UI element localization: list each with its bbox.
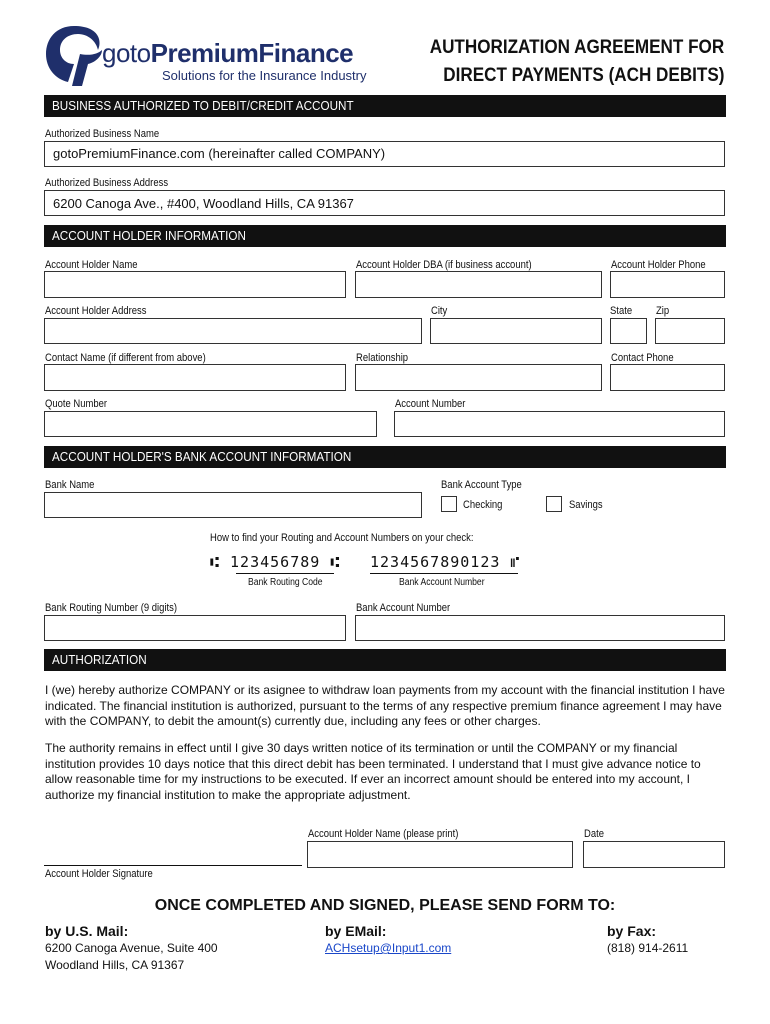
document-title xyxy=(397,34,724,90)
bank-account-number-input[interactable] xyxy=(355,615,725,641)
check-howto-text: How to find your Routing and Account Numbers on your check: xyxy=(210,532,474,544)
bank-routing-number-label: Bank Routing Number (9 digits) xyxy=(45,602,177,614)
routing-sample-number: ⑆ 123456789 ⑆ xyxy=(210,553,341,571)
title-line-1: AUTHORIZATION AGREEMENT FOR xyxy=(429,37,724,58)
date-label: Date xyxy=(584,828,604,840)
quote-number-input[interactable] xyxy=(44,411,377,437)
business-address-field xyxy=(44,190,725,216)
send-form-heading: ONCE COMPLETED AND SIGNED, PLEASE SEND FORM TO: xyxy=(154,897,616,914)
date-input[interactable] xyxy=(583,841,725,868)
holder-zip-input[interactable] xyxy=(655,318,725,344)
business-name-label: Authorized Business Name xyxy=(45,128,160,140)
routing-underline xyxy=(236,573,334,574)
signature-label: Account Holder Signature xyxy=(45,868,153,880)
savings-label: Savings xyxy=(569,499,603,511)
title-line-2: DIRECT PAYMENTS (ACH DEBITS) xyxy=(442,65,724,86)
business-address-value: 6200 Canoga Ave., #400, Woodland Hills, CA 91367 xyxy=(53,196,354,211)
quote-number-label: Quote Number xyxy=(45,398,108,410)
account-number-input[interactable] xyxy=(394,411,725,437)
authorization-paragraph-1: I (we) hereby authorize COMPANY or its asignee to withdraw loan payments from my account with the financial institution I have indicated. The financial institution is authorized, pursuant to the terms of any respective premium finance agreement I may have with the COMPANY, to debit the amount(s) currently due, including any fees or other charges. xyxy=(45,683,725,728)
email-title: by EMail: xyxy=(325,923,387,939)
holder-dba-label: Account Holder DBA (if business account) xyxy=(356,259,532,271)
business-name-field xyxy=(44,141,725,167)
checking-label: Checking xyxy=(463,499,503,511)
bank-account-number-label: Bank Account Number xyxy=(356,602,451,614)
print-name-input[interactable] xyxy=(307,841,573,868)
section-header-business: BUSINESS AUTHORIZED TO DEBIT/CREDIT ACCOUNT xyxy=(44,95,726,117)
relationship-input[interactable] xyxy=(355,364,602,391)
print-name-label: Account Holder Name (please print) xyxy=(308,828,459,840)
brand-name-bold: PremiumFinance xyxy=(150,38,354,68)
holder-name-input[interactable] xyxy=(44,271,346,298)
signature-line[interactable] xyxy=(44,865,302,867)
account-underline xyxy=(370,573,518,574)
holder-dba-input[interactable] xyxy=(355,271,602,298)
holder-address-input[interactable] xyxy=(44,318,422,344)
holder-city-input[interactable] xyxy=(430,318,602,344)
holder-zip-label: Zip xyxy=(656,305,670,317)
holder-phone-input[interactable] xyxy=(610,271,725,298)
brand-tagline: Solutions for the Insurance Industry xyxy=(162,68,367,83)
contact-name-input[interactable] xyxy=(44,364,346,391)
contact-phone-label: Contact Phone xyxy=(611,352,674,364)
mail-title: by U.S. Mail: xyxy=(45,923,129,939)
account-number-label: Account Number xyxy=(395,398,466,410)
section-header-authorization: AUTHORIZATION xyxy=(44,649,726,671)
holder-address-label: Account Holder Address xyxy=(45,305,147,317)
mail-address-line-2: Woodland Hills, CA 91367 xyxy=(45,958,185,972)
mail-address-line-1: 6200 Canoga Avenue, Suite 400 xyxy=(45,941,218,955)
globe-logo-icon xyxy=(44,24,104,88)
company-logo xyxy=(44,24,374,88)
holder-state-input[interactable] xyxy=(610,318,647,344)
contact-name-label: Contact Name (if different from above) xyxy=(45,352,206,364)
section-header-account-holder: ACCOUNT HOLDER INFORMATION xyxy=(44,225,726,247)
account-number-caption: Bank Account Number xyxy=(399,577,485,588)
bank-account-type-label: Bank Account Type xyxy=(441,479,522,491)
fax-number: (818) 914-2611 xyxy=(607,941,689,955)
business-name-value: gotoPremiumFinance.com (hereinafter called COMPANY) xyxy=(53,146,386,161)
email-link[interactable]: ACHsetup@Input1.com xyxy=(325,941,452,955)
fax-title: by Fax: xyxy=(607,923,657,939)
account-sample-number: 1234567890123 ⑈ xyxy=(370,553,521,571)
authorization-paragraph-2: The authority remains in effect until I give 30 days written notice of its termination or until the COMPANY or my financial institution provides 10 days notice that this direct debit has been terminated. I understand that I must give advance notice to allow reasonable time for my instructions to be executed. If ever an incorrect amount should be entered into my account, I authorize my financial institution to make the appropriate adjustment. xyxy=(45,741,701,802)
holder-phone-label: Account Holder Phone xyxy=(611,259,706,271)
bank-routing-number-input[interactable] xyxy=(44,615,346,641)
bank-name-label: Bank Name xyxy=(45,479,95,491)
holder-city-label: City xyxy=(431,305,448,317)
savings-checkbox[interactable] xyxy=(546,496,562,512)
holder-state-label: State xyxy=(610,305,633,317)
checking-checkbox[interactable] xyxy=(441,496,457,512)
brand-name-light: goto xyxy=(102,38,151,68)
bank-name-input[interactable] xyxy=(44,492,422,518)
business-address-label: Authorized Business Address xyxy=(45,177,169,189)
holder-name-label: Account Holder Name xyxy=(45,259,138,271)
relationship-label: Relationship xyxy=(356,352,409,364)
contact-phone-input[interactable] xyxy=(610,364,725,391)
routing-code-caption: Bank Routing Code xyxy=(248,577,323,588)
section-header-bank: ACCOUNT HOLDER'S BANK ACCOUNT INFORMATION xyxy=(44,446,726,468)
